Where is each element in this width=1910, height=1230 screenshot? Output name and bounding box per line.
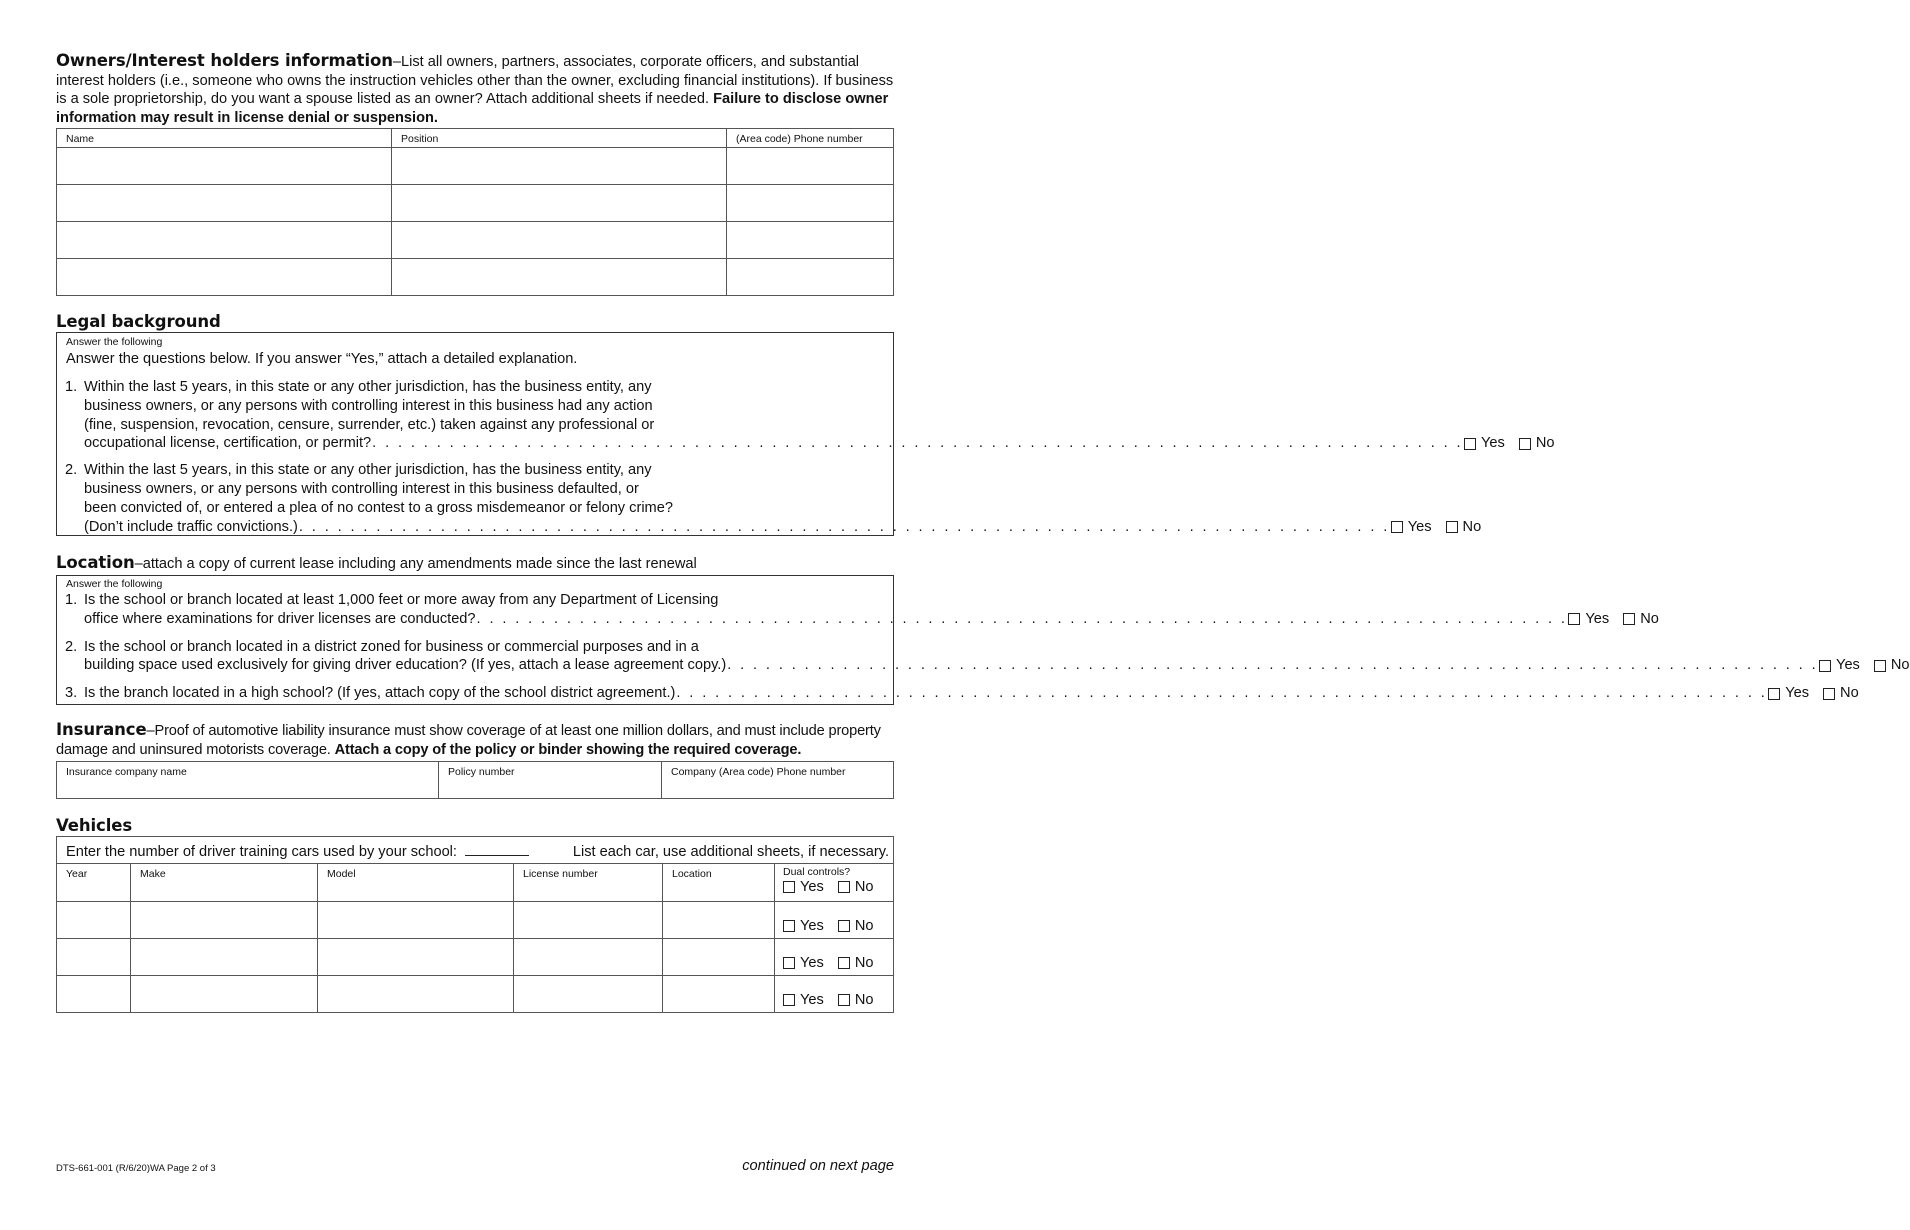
yes-option[interactable] [1464, 434, 1505, 453]
vehicle-license-cell[interactable] [514, 939, 663, 976]
vehicle-model-cell[interactable] [318, 976, 514, 1013]
no-option[interactable] [1519, 434, 1555, 453]
owners-intro-text: –List all owners, partners, associates, corporate officers, and substantial interest holders (i.e., someone who owns the instruction vehicles other than the owner, excluding financial institutions). If business is a sole proprietorship, do you want a spouse listed as an owner? Attach additional sheets if needed. [56, 54, 894, 107]
dot-leader: . . . . . . . . . . . . . . . . . . . . . . . . . . . . . . . . . . . . . . . . . . . . . . . . . . . . . . . . . . . . . . . . . . . . . . . . . . . . . . . . . . . . . [676, 685, 1768, 702]
question-last-line [84, 684, 1859, 703]
question-number: 3. [65, 685, 78, 702]
vehicle-row [57, 939, 894, 976]
yes-label: Yes [800, 879, 824, 895]
question-last-line [84, 518, 1482, 537]
yes-checkbox[interactable] [783, 881, 795, 893]
vehicle-year-cell[interactable] [57, 902, 131, 939]
vehicles-heading: Vehicles [56, 816, 133, 835]
yes-checkbox[interactable] [1819, 660, 1831, 672]
vehicle-dual-controls-cell [775, 976, 894, 1013]
vehicle-license-cell[interactable] [514, 976, 663, 1013]
owners-header-row [57, 129, 894, 148]
no-checkbox[interactable] [838, 994, 850, 1006]
yes-option[interactable] [1768, 684, 1809, 703]
yes-label: Yes [800, 955, 824, 971]
dot-leader: . . . . . . . . . . . . . . . . . . . . . . . . . . . . . . . . . . . . . . . . . . . . . . . . . . . . . . . . . . . . . . . . . . . . . . . . . . . . . . . . . . . . . [727, 657, 1819, 674]
vehicle-count-suffix: List each car, use additional sheets, if necessary. [572, 844, 889, 860]
no-checkbox[interactable] [838, 957, 850, 969]
owners-row [57, 148, 894, 185]
yes-checkbox[interactable] [783, 920, 795, 932]
question-last-line [84, 656, 1910, 675]
owner-position-cell[interactable] [392, 259, 727, 296]
owner-position-cell[interactable] [392, 148, 727, 185]
yes-no-group [783, 955, 873, 971]
vehicles-table [56, 836, 894, 1013]
question-line: business owners, or any persons with controlling interest in this business defaulted, or [84, 480, 639, 497]
yes-no-group [1464, 434, 1554, 453]
col-year-label: Year [66, 868, 88, 880]
owner-position-cell[interactable] [392, 185, 727, 222]
location-subheading: –attach a copy of current lease including any amendments made since the last renewal [134, 556, 697, 572]
field-label: Policy number [448, 766, 515, 778]
form-code: DTS-661-001 (R/6/20)WA Page 2 of 3 [56, 1163, 216, 1174]
yes-option[interactable] [783, 955, 824, 971]
company-phone-field[interactable] [662, 762, 894, 799]
col-make-label: Make [140, 868, 166, 880]
no-option[interactable] [1874, 656, 1910, 675]
yes-no-group [1819, 656, 1909, 675]
owners-col-phone: (Area code) Phone number [727, 129, 894, 148]
location-title [56, 552, 894, 575]
yes-no-group [1568, 610, 1658, 629]
owner-phone-cell[interactable] [727, 222, 894, 259]
vehicle-model-cell[interactable] [318, 864, 514, 902]
field-label: Insurance company name [66, 766, 187, 778]
dot-leader: . . . . . . . . . . . . . . . . . . . . . . . . . . . . . . . . . . . . . . . . . . . . . . . . . . . . . . . . . . . . . . . . . . . . . . . . . . . . . . . . . . . . . [372, 435, 1463, 452]
yes-option[interactable] [1568, 610, 1609, 629]
vehicle-location-cell[interactable] [663, 864, 775, 902]
insurance-intro-text: –Proof of automotive liability insurance must show coverage of at least one million dollars, and must include property damage and uninsured motorists coverage. [56, 723, 881, 758]
owners-intro [56, 52, 894, 127]
no-option[interactable] [838, 992, 874, 1008]
yes-label: Yes [1407, 518, 1432, 535]
col-license-label: License number [523, 868, 598, 880]
owner-phone-cell[interactable] [727, 185, 894, 222]
insurance-table [56, 761, 894, 799]
no-checkbox[interactable] [1874, 660, 1886, 672]
yes-option[interactable] [783, 918, 824, 934]
vehicle-make-cell[interactable] [131, 939, 318, 976]
field-label: Company (Area code) Phone number [671, 766, 846, 778]
yes-checkbox[interactable] [1568, 613, 1580, 625]
no-label: No [1535, 435, 1555, 452]
no-checkbox[interactable] [838, 881, 850, 893]
vehicle-location-cell[interactable] [663, 902, 775, 939]
no-label: No [854, 955, 874, 971]
vehicle-count-line [66, 843, 533, 861]
legal-box [56, 332, 1555, 536]
yes-checkbox[interactable] [1391, 521, 1403, 533]
continued-note: continued on next page [742, 1158, 894, 1174]
location-answer-label: Answer the following [66, 578, 163, 590]
owner-phone-cell[interactable] [727, 148, 894, 185]
vehicle-count-label: Enter the number of driver training cars used by your school: [66, 844, 457, 860]
no-label: No [1640, 610, 1659, 627]
policy-number-field[interactable] [439, 762, 662, 799]
no-label: No [854, 918, 874, 934]
yes-label: Yes [800, 992, 824, 1008]
vehicle-make-cell[interactable] [131, 902, 318, 939]
legal-question-2 [57, 461, 1482, 536]
location-question-1 [57, 591, 1659, 629]
no-label: No [1890, 657, 1910, 674]
vehicle-dual-controls-cell [775, 864, 894, 902]
yes-checkbox[interactable] [1768, 688, 1780, 700]
owners-col-position: Position [392, 129, 727, 148]
question-number: 2. [65, 638, 78, 655]
col-model-label: Model [327, 868, 356, 880]
question-number: 1. [65, 592, 78, 608]
vehicle-license-cell[interactable] [514, 902, 663, 939]
insurance-company-field[interactable] [57, 762, 439, 799]
col-location-label: Location [672, 868, 712, 880]
insurance-bold-text: Attach a copy of the policy or binder showing the required coverage. [334, 742, 802, 758]
vehicle-count-row [57, 837, 894, 864]
no-option[interactable] [1623, 610, 1659, 629]
location-box [56, 575, 1910, 705]
no-checkbox[interactable] [1623, 613, 1635, 625]
insurance-heading: Insurance [56, 720, 147, 739]
no-option[interactable] [838, 955, 874, 971]
yes-label: Yes [1585, 610, 1610, 627]
owners-heading: Owners/Interest holders information [56, 51, 393, 70]
owner-phone-cell[interactable] [727, 259, 894, 296]
yes-option[interactable] [783, 992, 824, 1008]
no-option[interactable] [838, 918, 874, 934]
owner-name-cell[interactable] [57, 185, 392, 222]
yes-no-group [783, 879, 873, 895]
owners-row [57, 222, 894, 259]
question-line: building space used exclusively for giving driver education? (If yes, attach a lease agreement copy.) [84, 657, 727, 674]
question-line: occupational license, certification, or permit? [84, 435, 372, 452]
question-number: 2. [65, 462, 78, 479]
yes-label: Yes [1785, 685, 1810, 702]
no-option[interactable] [838, 879, 874, 895]
vehicle-count-input[interactable] [465, 844, 529, 856]
legal-answer-label: Answer the following [66, 336, 163, 348]
legal-heading: Legal background [56, 312, 221, 331]
vehicle-dual-controls-cell [775, 902, 894, 939]
no-option[interactable] [1823, 684, 1859, 703]
vehicle-year-cell[interactable] [57, 939, 131, 976]
no-checkbox[interactable] [1823, 688, 1835, 700]
question-line: Is the school or branch located in a district zoned for business or commercial purposes and in a [84, 638, 699, 655]
yes-option[interactable] [1391, 518, 1432, 537]
question-line: been convicted of, or entered a plea of no contest to a gross misdemeanor or felony crime? [84, 499, 673, 516]
vehicle-location-cell[interactable] [663, 939, 775, 976]
owners-row [57, 185, 894, 222]
vehicle-row [57, 902, 894, 939]
owner-name-cell[interactable] [57, 259, 392, 296]
question-line: Is the branch located in a high school? (If yes, attach copy of the school district agreement.) [84, 685, 676, 702]
insurance-intro [56, 720, 894, 760]
vehicle-row [57, 976, 894, 1013]
yes-checkbox[interactable] [783, 994, 795, 1006]
no-checkbox[interactable] [1446, 521, 1458, 533]
owner-position-cell[interactable] [392, 222, 727, 259]
question-last-line [84, 434, 1555, 453]
no-label: No [1462, 518, 1482, 535]
question-last-line [84, 610, 1659, 629]
location-question-2 [57, 638, 1910, 676]
question-line: Within the last 5 years, in this state or any other jurisdiction, has the business entity, any [84, 379, 652, 395]
vehicle-model-cell[interactable] [318, 902, 514, 939]
no-checkbox[interactable] [838, 920, 850, 932]
question-number: 1. [65, 379, 78, 395]
vehicle-year-cell[interactable] [57, 864, 131, 902]
vehicle-row [57, 864, 894, 902]
question-line: Is the school or branch located at least 1,000 feet or more away from any Department of Licensing [84, 592, 719, 608]
owner-name-cell[interactable] [57, 148, 392, 185]
legal-instructions: Answer the questions below. If you answer “Yes,” attach a detailed explanation. [66, 351, 578, 367]
owners-warning: Failure to disclose owner information may result in license denial or suspension. [56, 91, 889, 126]
question-line: business owners, or any persons with controlling interest in this business had any action [84, 397, 653, 414]
yes-no-group [1768, 684, 1858, 703]
vehicle-location-cell[interactable] [663, 976, 775, 1013]
location-heading: Location [56, 553, 135, 572]
yes-label: Yes [1481, 435, 1505, 452]
question-line: (fine, suspension, revocation, censure, surrender, etc.) taken against any professional or [84, 416, 655, 433]
vehicle-year-cell[interactable] [57, 976, 131, 1013]
location-question-3 [57, 684, 1859, 703]
owners-table [56, 128, 894, 296]
vehicle-license-cell[interactable] [514, 864, 663, 902]
question-line: (Don’t include traffic convictions.) [84, 518, 298, 535]
vehicle-make-cell[interactable] [131, 976, 318, 1013]
form-page [56, 51, 1910, 1013]
dot-leader: . . . . . . . . . . . . . . . . . . . . . . . . . . . . . . . . . . . . . . . . . . . . . . . . . . . . . . . . . . . . . . . . . . . . . . . . . . . . . . . . . . . . . [476, 610, 1568, 627]
owner-name-cell[interactable] [57, 222, 392, 259]
question-line: Within the last 5 years, in this state or any other jurisdiction, has the business entity, any [84, 462, 652, 479]
yes-checkbox[interactable] [783, 957, 795, 969]
vehicle-make-cell[interactable] [131, 864, 318, 902]
yes-label: Yes [1836, 657, 1860, 674]
yes-no-group [783, 992, 873, 1008]
vehicle-model-cell[interactable] [318, 939, 514, 976]
yes-checkbox[interactable] [1464, 438, 1476, 450]
owners-row [57, 259, 894, 296]
vehicle-dual-controls-cell [775, 939, 894, 976]
yes-no-group [1391, 518, 1481, 537]
yes-label: Yes [800, 918, 824, 934]
yes-option[interactable] [1819, 656, 1860, 675]
yes-no-group [783, 918, 873, 934]
no-option[interactable] [1446, 518, 1482, 537]
owners-col-name: Name [57, 129, 392, 148]
no-label: No [854, 992, 874, 1008]
col-dual-controls-label: Dual controls? [783, 866, 851, 878]
yes-option[interactable] [783, 879, 824, 895]
no-label: No [854, 879, 874, 895]
no-label: No [1840, 685, 1859, 702]
question-line: office where examinations for driver licenses are conducted? [84, 610, 476, 627]
dot-leader: . . . . . . . . . . . . . . . . . . . . . . . . . . . . . . . . . . . . . . . . . . . . . . . . . . . . . . . . . . . . . . . . . . . . . . . . . . . . . . . . . . . . . [298, 518, 1390, 535]
no-checkbox[interactable] [1519, 438, 1531, 450]
legal-question-1 [57, 378, 1555, 453]
